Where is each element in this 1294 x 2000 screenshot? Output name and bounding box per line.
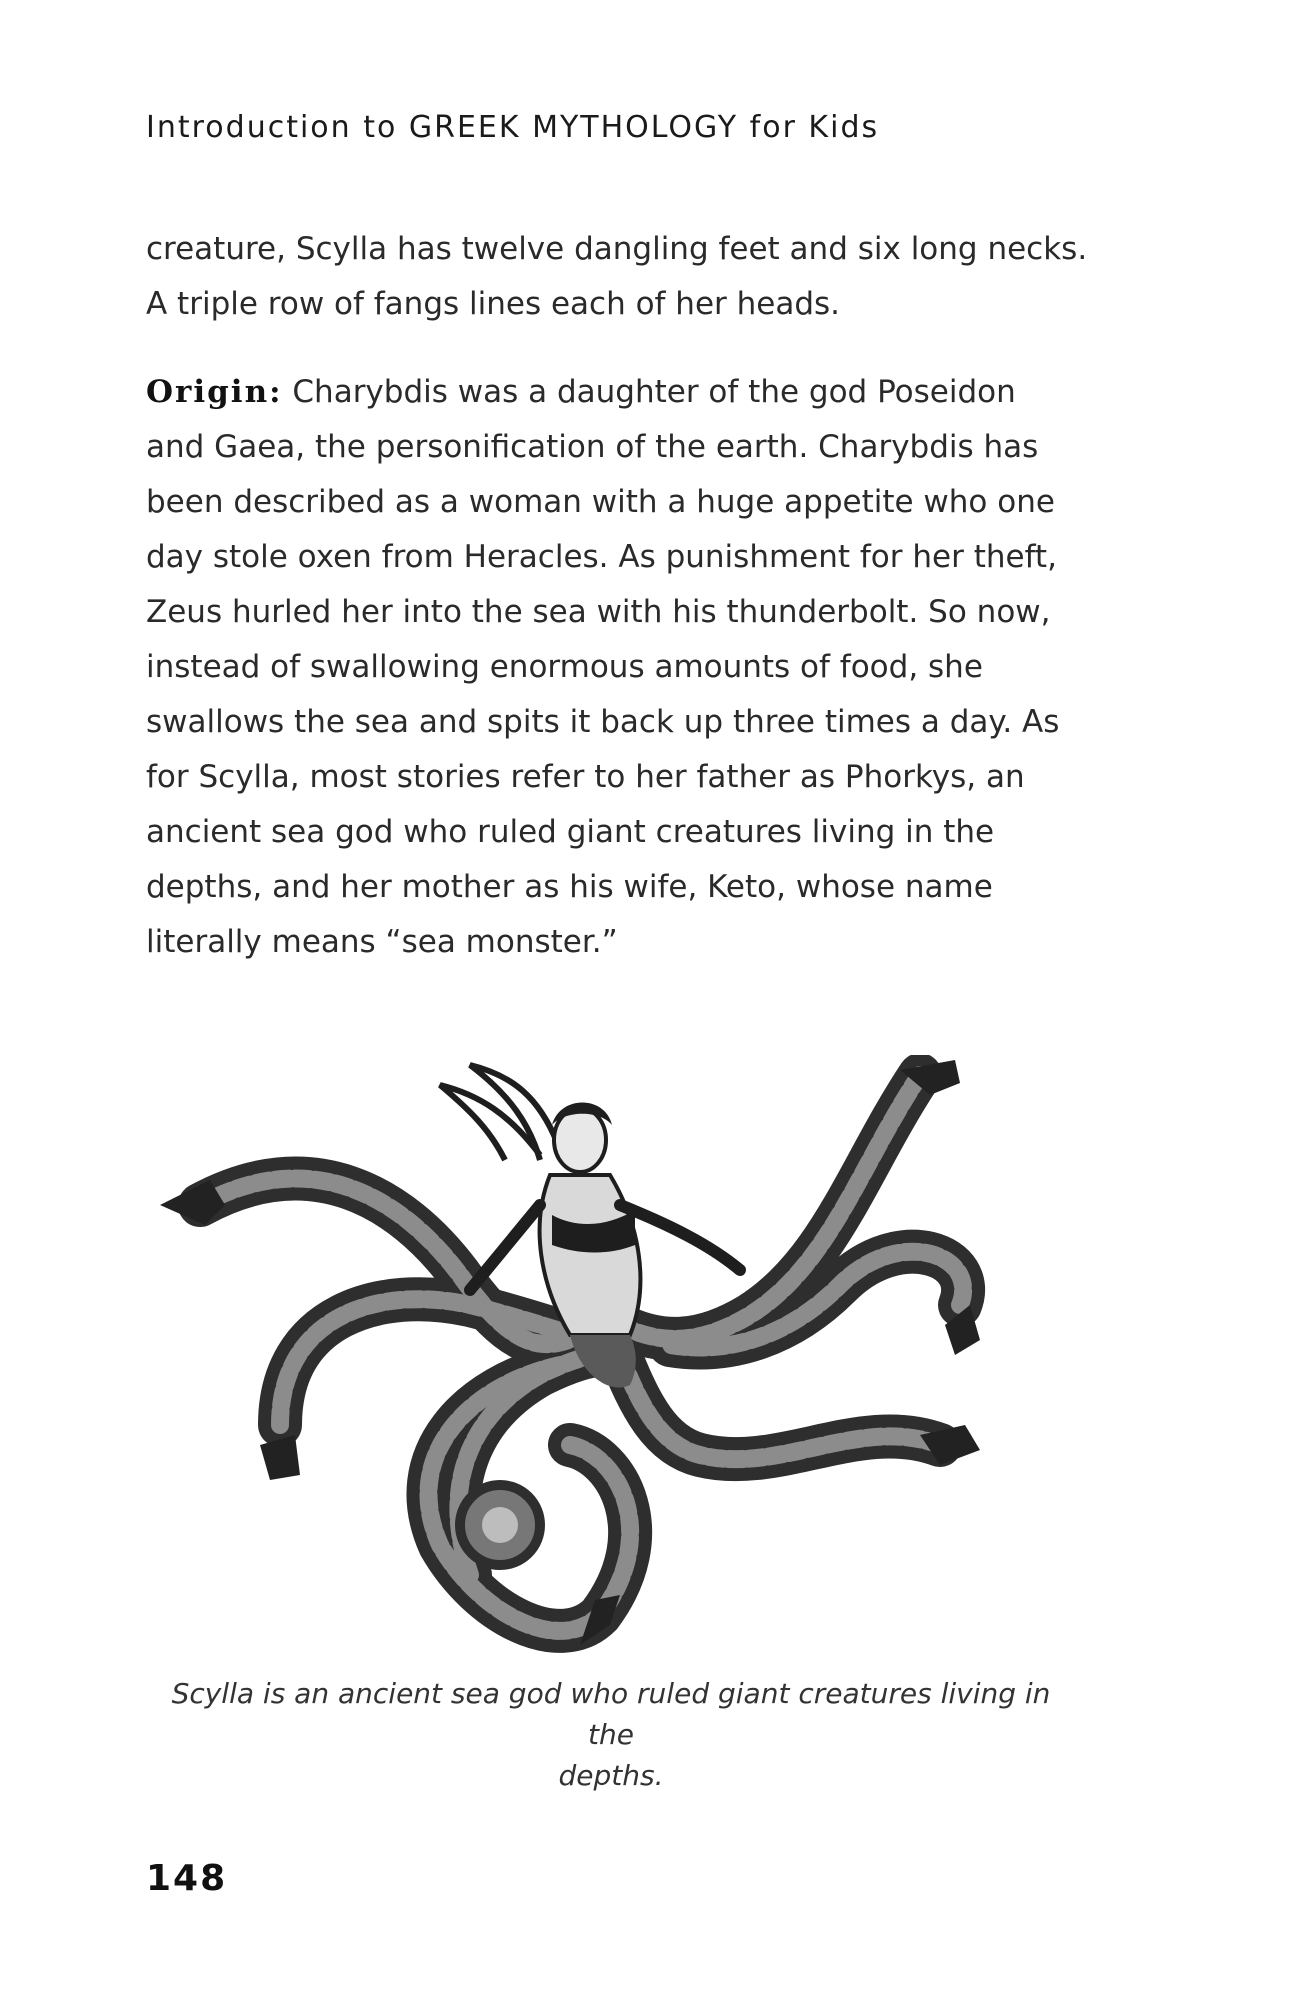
text-line: depths, and her mother as his wife, Keto, whose name	[146, 869, 993, 905]
text-line: creature, Scylla has twelve dangling feet and six long necks.	[146, 231, 1088, 267]
continued-paragraph	[146, 222, 1146, 332]
caption-line: Scylla is an ancient sea god who ruled giant creatures living in the	[171, 1677, 1051, 1751]
origin-label: Origin:	[146, 374, 283, 410]
text-line: for Scylla, most stories refer to her father as Phorkys, an	[146, 759, 1025, 795]
text-line	[146, 365, 1146, 420]
origin-paragraph	[146, 365, 1146, 970]
text-line: ancient sea god who ruled giant creatures living in the	[146, 814, 995, 850]
text-line: literally means “sea monster.”	[146, 924, 618, 960]
text-line: instead of swallowing enormous amounts of food, she	[146, 649, 983, 685]
caption-line: depths.	[558, 1759, 664, 1792]
text-line: day stole oxen from Heracles. As punishment for her theft,	[146, 539, 1057, 575]
text-line: A triple row of fangs lines each of her heads.	[146, 286, 841, 322]
text-line: Zeus hurled her into the sea with his thunderbolt. So now,	[146, 594, 1051, 630]
running-head: Introduction to GREEK MYTHOLOGY for Kids	[146, 110, 880, 145]
text-line: swallows the sea and spits it back up three times a day. As	[146, 704, 1060, 740]
figure-caption	[146, 1673, 1076, 1796]
text-line: and Gaea, the personification of the earth. Charybdis has	[146, 429, 1039, 465]
origin-first-line: Charybdis was a daughter of the god Poseidon	[282, 374, 1016, 410]
text-line: been described as a woman with a huge appetite who one	[146, 484, 1055, 520]
page-number: 148	[146, 1858, 228, 1899]
scylla-illustration	[140, 1055, 1060, 1655]
